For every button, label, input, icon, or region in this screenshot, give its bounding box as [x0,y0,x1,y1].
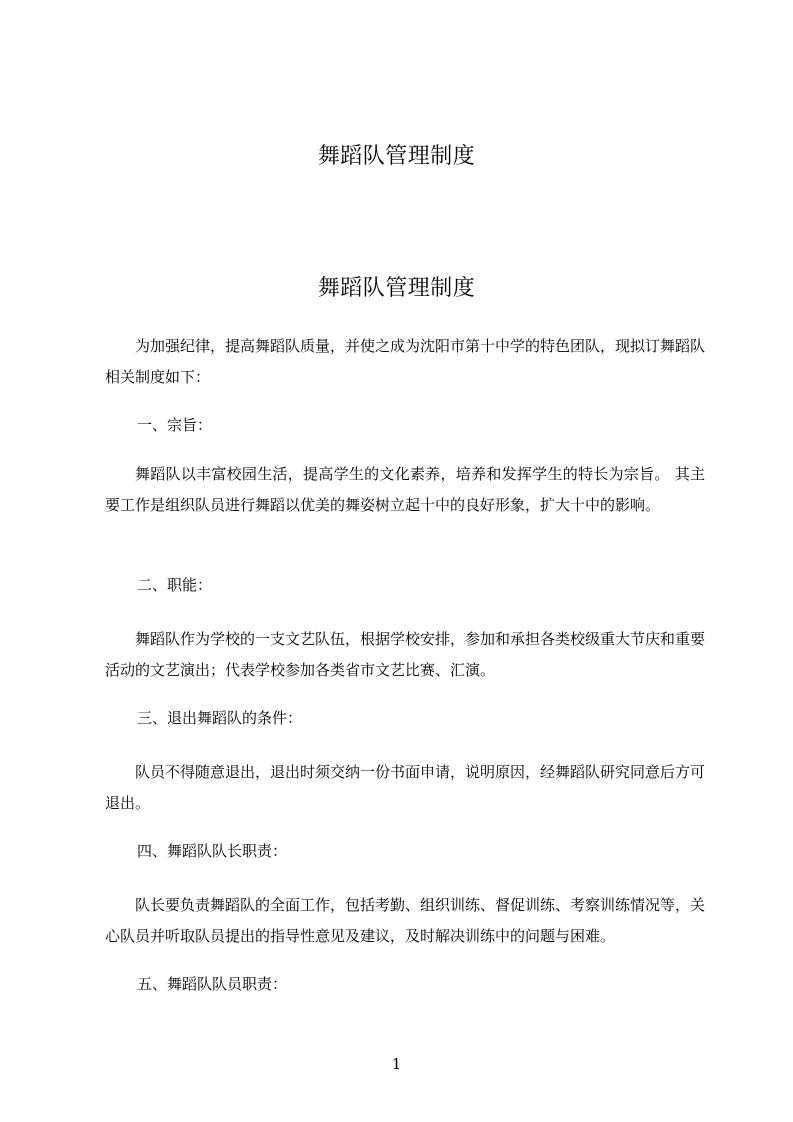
document-subtitle: 舞蹈队管理制度 [317,276,476,301]
document-title: 舞蹈队管理制度 [317,144,476,169]
page-number: 1 [391,1055,402,1073]
section-body-withdrawal: 队员不得随意退出，退出时须交纳一份书面申请，说明原因，经舞蹈队研究同意后方可退出。 [105,763,706,812]
section-heading-captain-duties: 四、舞蹈队队长职责： [137,842,288,860]
intro-paragraph: 为加强纪律，提高舞蹈队质量，并使之成为沈阳市第十中学的特色团队，现拟订舞蹈队相关制度如下： [105,337,706,386]
section-body-function: 舞蹈队作为学校的一支文艺队伍，根据学校安排，参加和承担各类校级重大节庆和重要活动的文艺演出；代表学校参加各类省市文艺比赛、汇演。 [105,630,706,679]
section-heading-purpose: 一、宗旨： [137,416,213,434]
section-heading-function: 二、职能： [137,576,213,594]
section-heading-member-duties: 五、舞蹈队队员职责： [137,975,288,993]
section-heading-withdrawal: 三、退出舞蹈队的条件： [137,709,303,727]
section-body-captain-duties: 队长要负责舞蹈队的全面工作，包括考勤、组织训练、督促训练、考察训练情况等，关心队员并听取队员提出的指导性意见及建议，及时解决训练中的问题与困难。 [105,896,706,945]
section-body-purpose: 舞蹈队以丰富校园生活，提高学生的文化素养，培养和发挥学生的特长为宗旨。 其主要工作是组织队员进行舞蹈以优美的舞姿树立起十中的良好形象，扩大十中的影响。 [105,465,705,514]
